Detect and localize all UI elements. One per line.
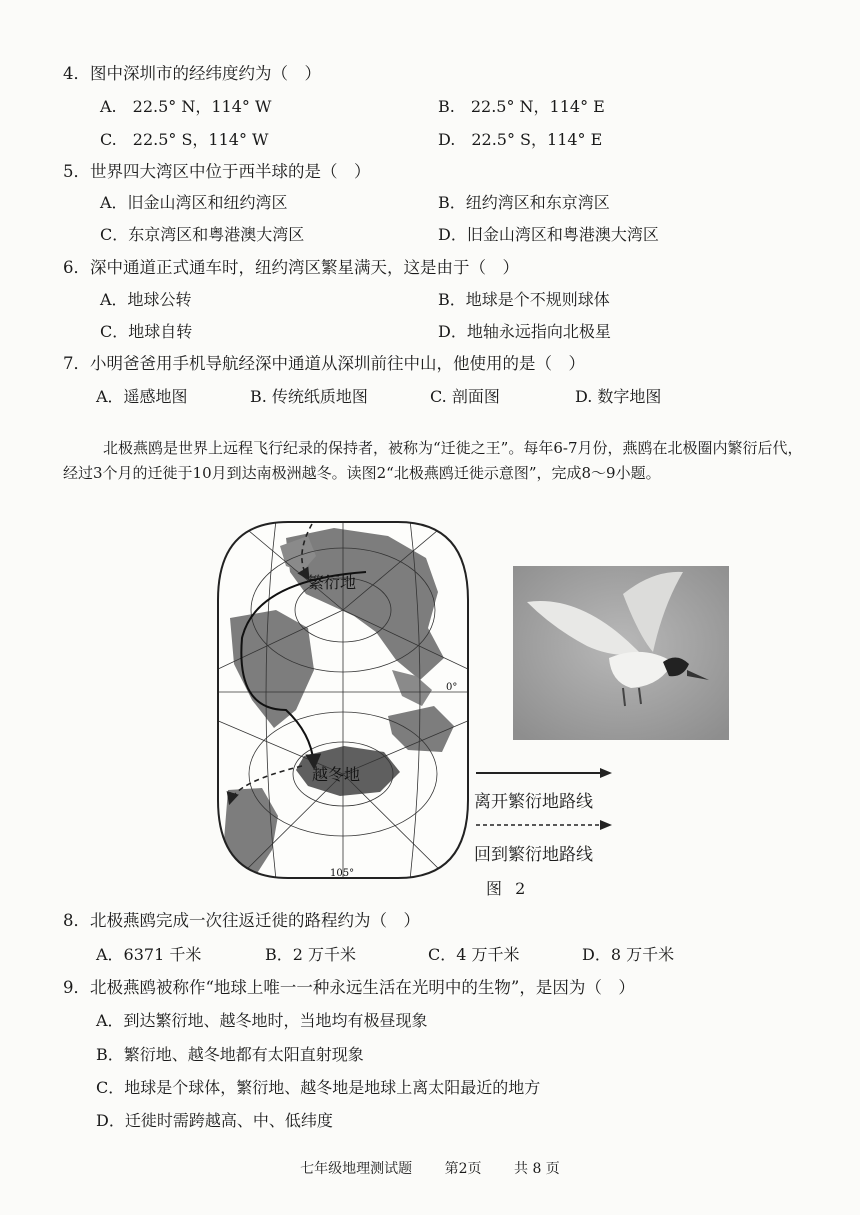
q8-option-b: B．2 万千米 [265, 945, 357, 964]
q7-option-b: B. 传统纸质地图 [250, 387, 368, 406]
legend-return-arrow [474, 818, 614, 832]
q5-option-b: B．纽约湾区和东京湾区 [438, 193, 610, 212]
q9-option-a: A．到达繁衍地、越冬地时，当地均有极昼现象 [96, 1011, 428, 1030]
question-9-stem: 9．北极燕鸥被称作“地球上唯一一种永远生活在光明中的生物”，是因为（ ） [63, 978, 635, 997]
q6-option-b: B．地球是个不规则球体 [438, 290, 610, 309]
q7-option-a: A．遥感地图 [96, 387, 188, 406]
q9-option-b: B．繁衍地、越冬地都有太阳直射现象 [96, 1045, 364, 1064]
footer-total: 共 8 页 [514, 1161, 560, 1177]
page-footer [0, 1158, 860, 1178]
q6-option-d: D．地轴永远指向北极星 [438, 322, 611, 341]
q7-option-c: C. 剖面图 [430, 387, 500, 406]
migration-map [216, 520, 470, 880]
q5-option-a: A．旧金山湾区和纽约湾区 [100, 193, 288, 212]
q6-option-a: A．地球公转 [100, 290, 192, 309]
q8-option-a: A．6371 千米 [96, 945, 202, 964]
footer-subject: 七年级地理测试题 [300, 1161, 413, 1177]
legend-leave-arrow [474, 766, 614, 780]
label-equator: 0° [446, 682, 458, 693]
q4-option-a: A. 22.5° N，114° W [100, 97, 272, 116]
q4-option-c: C. 22.5° S，114° W [100, 130, 269, 149]
q9-option-d: D．迁徙时需跨越高、中、低纬度 [96, 1111, 333, 1130]
q5-option-c: C．东京湾区和粤港澳大湾区 [100, 225, 305, 244]
footer-page: 第2页 [444, 1161, 482, 1177]
legend-leave-label: 离开繁衍地路线 [474, 792, 593, 812]
question-4-stem: 4．图中深圳市的经纬度约为（ ） [63, 64, 321, 83]
label-wintering: 越冬地 [312, 765, 361, 784]
q8-option-d: D．8 万千米 [582, 945, 675, 964]
legend-return-label: 回到繁衍地路线 [474, 845, 593, 865]
question-8-stem: 8．北极燕鸥完成一次往返迁徙的路程约为（ ） [63, 911, 420, 930]
label-breeding: 繁衍地 [308, 573, 357, 592]
label-meridian: 105° [330, 868, 355, 879]
q5-option-d: D．旧金山湾区和粤港澳大湾区 [438, 225, 659, 244]
q4-option-b: B. 22.5° N，114° E [438, 97, 605, 116]
reading-passage: 北极燕鸥是世界上远程飞行纪录的保持者，被称为“迁徙之王”。每年6-7月份，燕鸥在北极圈内繁衍后代，经过3个月的迁徙于10月到达南极洲越冬。读图2“北极燕鸥迁徙示意图”，完成8～9小题。 [63, 439, 803, 482]
q6-option-c: C．地球自转 [100, 322, 193, 341]
figure-caption: 图 2 [486, 879, 530, 898]
question-6-stem: 6．深中通道正式通车时，纽约湾区繁星满天，这是由于（ ） [63, 258, 519, 277]
arctic-tern-photo [513, 566, 729, 740]
question-7-stem: 7．小明爸爸用手机导航经深中通道从深圳前往中山，他使用的是（ ） [63, 354, 585, 373]
q4-option-d: D. 22.5° S，114° E [438, 130, 603, 149]
q8-option-c: C．4 万千米 [428, 945, 520, 964]
q7-option-d: D. 数字地图 [575, 387, 662, 406]
question-5-stem: 5．世界四大湾区中位于西半球的是（ ） [63, 162, 371, 181]
q9-option-c: C．地球是个球体，繁衍地、越冬地是地球上离太阳最近的地方 [96, 1078, 541, 1097]
